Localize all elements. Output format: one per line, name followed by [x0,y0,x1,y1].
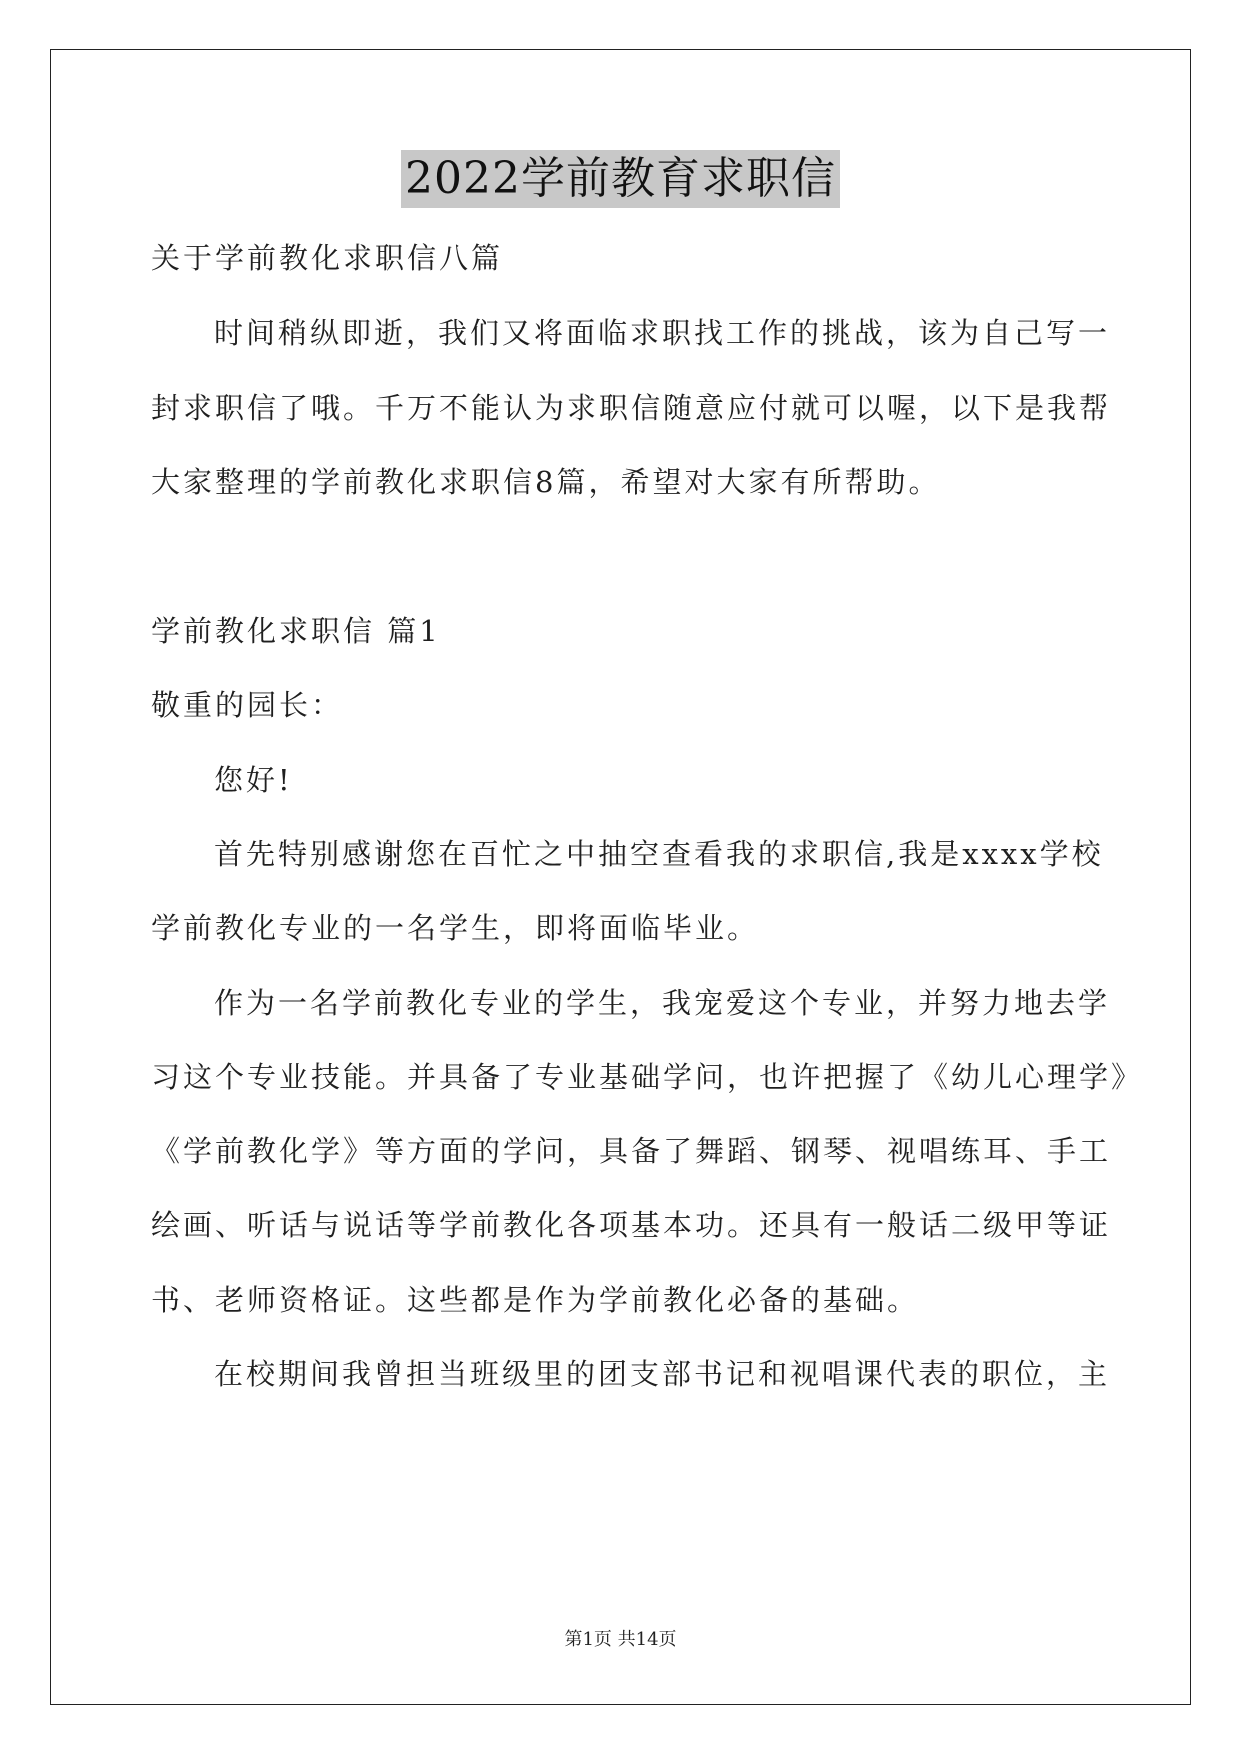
subtitle-line: 关于学前教化求职信八篇 [151,241,504,275]
page-number-footer: 第1页 共14页 [564,1629,677,1650]
page-border [50,49,1191,1705]
paragraph-line: 学前教化专业的一名学生，即将面临毕业。 [151,911,760,945]
document-title: 2022学前教育求职信 [401,150,840,208]
paragraph-line: 《学前教化学》等方面的学问，具备了舞蹈、钢琴、视唱练耳、手工 [151,1134,1112,1168]
paragraph-line: 作为一名学前教化专业的学生，我宠爱这个专业，并努力地去学 [214,986,1111,1020]
paragraph-line: 习这个专业技能。并具备了专业基础学问，也许把握了《幼儿心理学》 [151,1060,1144,1094]
paragraph-line: 绘画、听话与说话等学前教化各项基本功。还具有一般话二级甲等证 [151,1208,1112,1242]
paragraph-line: 大家整理的学前教化求职信8篇，希望对大家有所帮助。 [151,465,941,499]
paragraph-line: 时间稍纵即逝，我们又将面临求职找工作的挑战，该为自己写一 [214,316,1111,350]
paragraph-line: 封求职信了哦。千万不能认为求职信随意应付就可以喔，以下是我帮 [151,391,1112,425]
salutation: 敬重的园长： [151,688,344,722]
section-heading: 学前教化求职信 篇1 [151,614,441,648]
paragraph-line: 在校期间我曾担当班级里的团支部书记和视唱课代表的职位，主 [214,1357,1111,1391]
title-container [0,150,1241,208]
greeting: 您好! [214,763,293,797]
paragraph-line: 首先特别感谢您在百忙之中抽空查看我的求职信,我是xxxx学校 [214,837,1104,871]
paragraph-line: 书、老师资格证。这些都是作为学前教化必备的基础。 [151,1283,920,1317]
